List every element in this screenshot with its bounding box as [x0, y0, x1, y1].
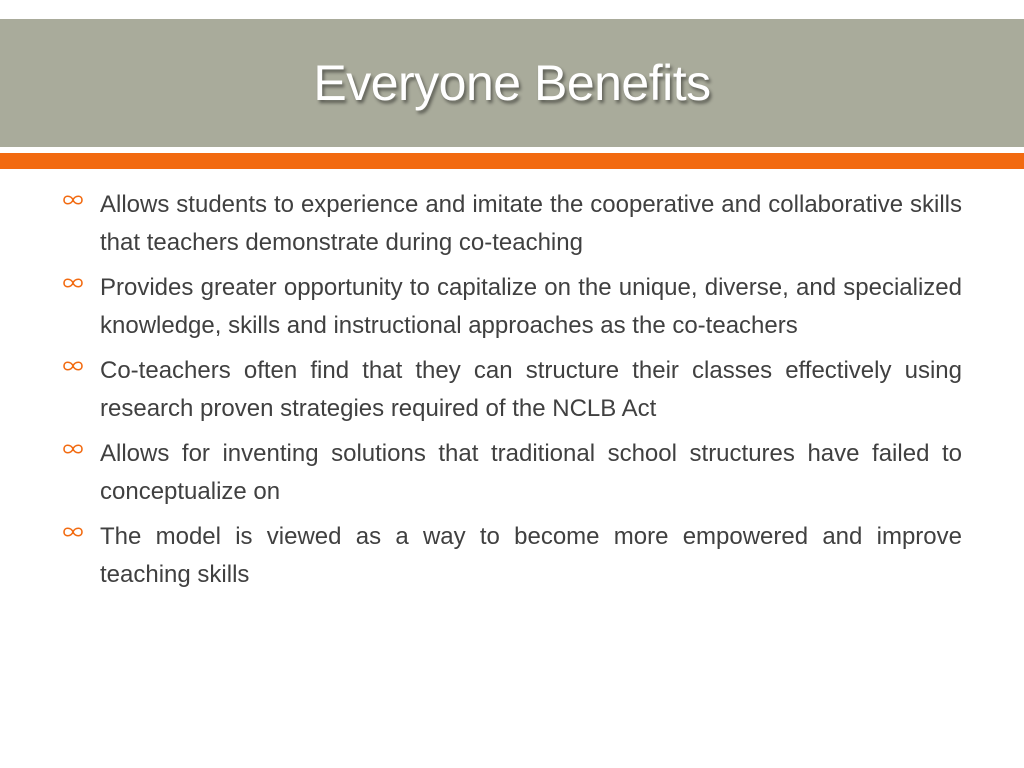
double-loop-icon: [62, 193, 84, 207]
bullet-text: Allows students to experience and imitate the cooperative and collaborative skills that teachers demonstrate during co-teaching: [100, 191, 962, 256]
list-item: [62, 269, 962, 344]
list-item: [62, 518, 962, 593]
slide-title: Everyone Benefits: [313, 55, 711, 111]
double-loop-icon: [62, 359, 84, 373]
bullet-text: Provides greater opportunity to capitalize on the unique, diverse, and specialized knowledge, skills and instructional approaches as the co-teachers: [100, 274, 962, 339]
double-loop-icon: [62, 525, 84, 539]
list-item: [62, 435, 962, 510]
double-loop-icon: [62, 276, 84, 290]
bullet-text: The model is viewed as a way to become more empowered and improve teaching skills: [100, 523, 962, 588]
double-loop-icon: [62, 442, 84, 456]
bullet-text: Allows for inventing solutions that traditional school structures have failed to conceptualize on: [100, 440, 962, 505]
list-item: [62, 186, 962, 261]
bullet-list: [62, 186, 962, 601]
bullet-text: Co-teachers often find that they can structure their classes effectively using research proven strategies required of the NCLB Act: [100, 357, 962, 422]
list-item: [62, 352, 962, 427]
accent-bar: [0, 153, 1024, 169]
title-band: [0, 19, 1024, 147]
